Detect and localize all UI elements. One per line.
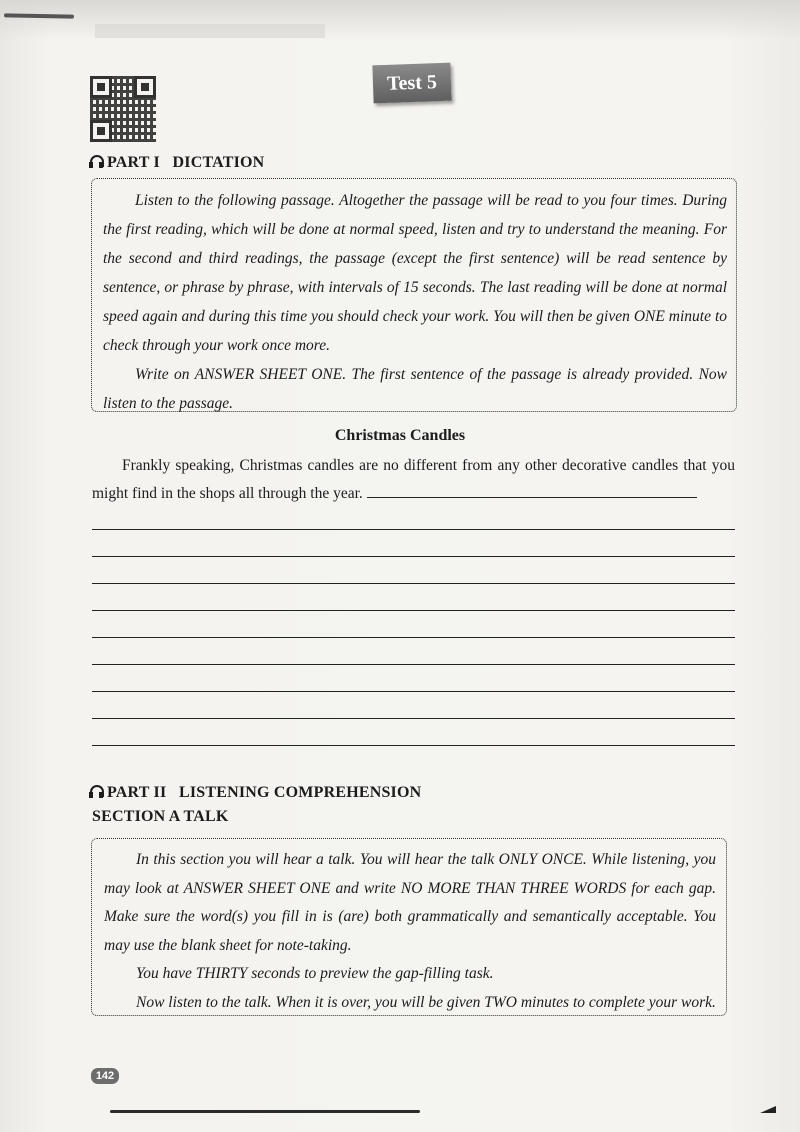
dictation-instruction-paragraph-2: Write on ANSWER SHEET ONE. The first sentence of the passage is already provided. Now listen to the passage. — [103, 366, 727, 412]
qr-finder-top-right — [134, 76, 156, 98]
part1-heading — [89, 154, 264, 172]
footer-corner-mark — [760, 1106, 776, 1113]
answer-line — [92, 691, 735, 692]
headphones-icon — [89, 155, 103, 168]
part1-heading-text: PART I DICTATION — [107, 154, 265, 171]
talk-instruction-paragraph-1: In this section you will hear a talk. You will hear the talk ONLY ONCE. While listening, you may look at ANSWER SHEET ONE and write NO MORE THAN THREE WORDS for each gap. Make sure the word(s) you fill in is (are) both grammatically and semantically acceptable. You may use the blank sheet for note-taking. — [104, 851, 716, 954]
answer-line-inline — [367, 483, 697, 498]
page-number-badge: 142 — [91, 1068, 119, 1084]
part2-heading — [89, 784, 421, 802]
talk-instruction-paragraph-3: Now listen to the talk. When it is over, you will be given TWO minutes to complete your work. — [136, 993, 716, 1011]
passage-title: Christmas Candles — [334, 427, 466, 444]
test-badge: Test 5 — [372, 63, 451, 104]
section-a-heading: SECTION A TALK — [92, 808, 229, 825]
passage-first-sentence: Frankly speaking, Christmas candles are no different from any other decorative candles that you might find in the shops all through the year. — [92, 457, 735, 502]
answer-line — [92, 718, 735, 719]
answer-line — [92, 529, 735, 530]
qr-finder-bottom-left — [90, 120, 112, 142]
dictation-passage — [92, 452, 735, 508]
answer-line — [92, 745, 735, 746]
bleed-through-header — [95, 24, 325, 38]
dictation-instructions — [103, 186, 727, 418]
answer-line — [92, 556, 735, 557]
qr-finder-top-left — [90, 76, 112, 98]
answer-line — [92, 664, 735, 665]
talk-instructions — [104, 846, 716, 1017]
dictation-instruction-paragraph-1: Listen to the following passage. Altogether the passage will be read to you four times. During the first reading, which will be done at normal speed, listen and try to understand the meaning. For the second and third readings, the passage (except the first sentence) will be read sentence by sentence, or phrase by phrase, with intervals of 15 seconds. The last reading will be done at normal speed again and during this time you should check your work. You will then be given ONE minute to check through your work once more. — [103, 192, 727, 354]
headphones-icon — [89, 785, 103, 798]
qr-code — [90, 76, 156, 142]
answer-line — [92, 583, 735, 584]
talk-instruction-paragraph-2: You have THIRTY seconds to preview the gap-filling task. — [136, 965, 494, 982]
footer-rule — [110, 1110, 420, 1113]
answer-line — [92, 637, 735, 638]
answer-line — [92, 610, 735, 611]
part2-heading-text: PART II LISTENING COMPREHENSION — [107, 784, 422, 801]
